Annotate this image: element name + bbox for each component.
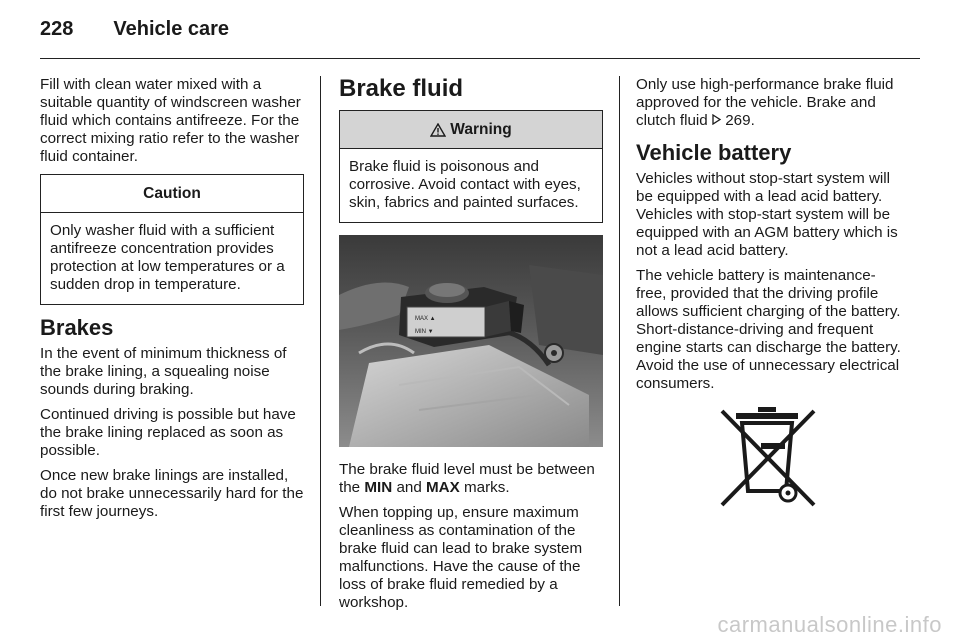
- warning-body: Brake fluid is poisonous and corrosive. Avoid contact with eyes, skin, fabrics and painted surfaces.: [349, 158, 581, 211]
- min-mark: MIN: [364, 479, 393, 496]
- column-right: [636, 76, 902, 511]
- warning-box: [339, 110, 603, 223]
- watermark: carmanualsonline.info: [717, 612, 942, 637]
- caution-body: Only washer fluid with a sufficient antifreeze concentration provides protection at low temperatures or a sudden drop in temperature.: [50, 222, 285, 293]
- page-header: [40, 18, 229, 48]
- page-reference[interactable]: 269.: [725, 112, 755, 129]
- page-number: 228: [40, 18, 74, 40]
- column-divider-2: [619, 76, 620, 606]
- max-mark-label: MAX ▲: [415, 316, 436, 322]
- brakes-paragraph-1: In the event of minimum thickness of the brake lining, a squealing noise sounds during braking.: [40, 345, 287, 398]
- caution-title: Caution: [41, 175, 303, 213]
- brakes-heading: Brakes: [40, 315, 114, 340]
- warning-title: Warning: [450, 121, 512, 138]
- fluid-level-text: The brake fluid level must be between the MIN and MAX marks.: [339, 461, 595, 496]
- battery-paragraph-2: The vehicle battery is maintenance-free, provided that the driving profile allows sufficient charging of the battery. Short-distance-driving and frequent engine starts can discharge the battery. Avoid the use of unnecessary electrical consumers.: [636, 267, 901, 392]
- warning-triangle-icon: [430, 123, 446, 137]
- warning-header: [340, 111, 602, 149]
- brake-fluid-spec: Only use high-performance brake fluid approved for the vehicle. Brake and clutch fluid 269.: [636, 76, 894, 129]
- brake-fluid-reservoir-photo: [339, 235, 603, 447]
- brake-fluid-heading: Brake fluid: [339, 75, 464, 102]
- caution-box: [40, 174, 304, 305]
- topping-up-text: When topping up, ensure maximum cleanliness as contamination of the brake fluid can lead to brake system malfunctions. Have the cause of the loss of brake fluid remedied by a workshop.: [339, 504, 583, 611]
- crossed-out-wheelie-bin-icon: [714, 405, 824, 511]
- washer-intro: Fill with clean water mixed with a suitable quantity of windscreen washer fluid which contains antifreeze. For the correct mixing ratio refer to the washer fluid container.: [40, 76, 301, 165]
- header-rule: [40, 58, 920, 59]
- brakes-paragraph-2: Continued driving is possible but have the brake lining replaced as soon as possible.: [40, 406, 296, 459]
- column-middle: [339, 76, 603, 619]
- brakes-paragraph-3: Once new brake linings are installed, do not brake unnecessarily hard for the first few journeys.: [40, 467, 304, 520]
- column-left: [40, 76, 304, 528]
- battery-paragraph-1: Vehicles without stop-start system will be equipped with a lead acid battery. Vehicles with stop-start system will be equipped with an AGM battery which is not a lead acid battery.: [636, 170, 898, 259]
- section-title: Vehicle care: [113, 18, 230, 40]
- column-divider-1: [320, 76, 321, 606]
- min-mark-label: MIN ▼: [415, 329, 434, 335]
- page-reference-icon: [712, 114, 721, 125]
- vehicle-battery-heading: Vehicle battery: [636, 140, 792, 165]
- max-mark: MAX: [426, 479, 460, 496]
